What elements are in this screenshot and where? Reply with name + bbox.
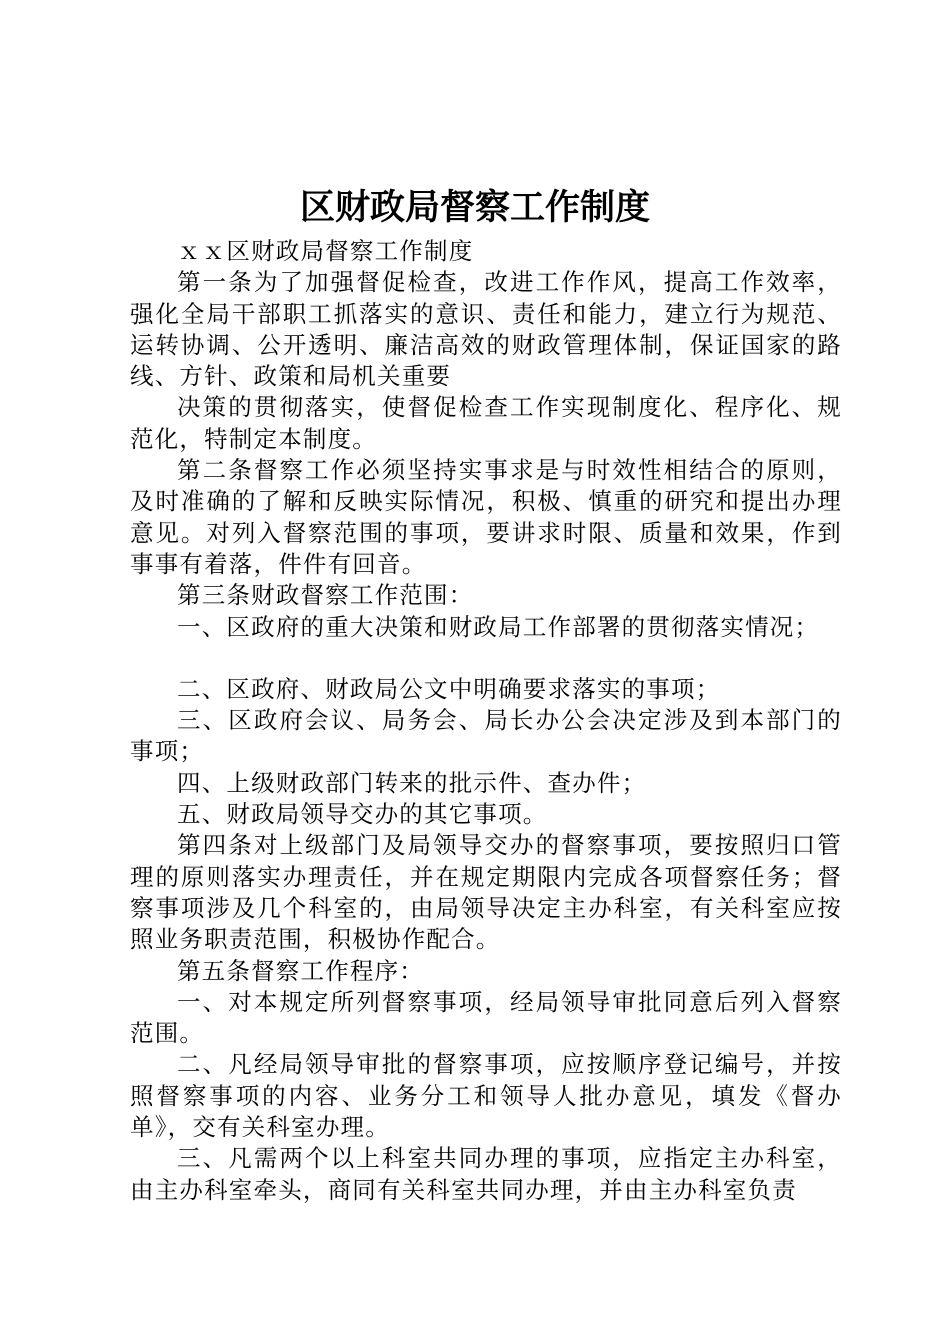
- paragraph-article-1: 第一条为了加强督促检查，改进工作作风，提高工作效率，强化全局干部职工抓落实的意识、责任和能力，建立行为规范、运转协调、公开透明、廉洁高效的财政管理体制，保证国家的路线、方针、政策和局机关重要: [130, 268, 842, 391]
- paragraph-scope-item-3: 三、区政府会议、局务会、局长办公会决定涉及到本部门的事项；: [130, 706, 842, 766]
- paragraph-scope-item-1: 一、区政府的重大决策和财政局工作部署的贯彻落实情况；: [177, 612, 820, 641]
- paragraph-subtitle: ｘｘ区财政局督察工作制度: [177, 237, 474, 265]
- document-title: 区财政局督察工作制度: [299, 188, 650, 228]
- paragraph-scope-item-4: 四、上级财政部门转来的批示件、查办件；: [177, 768, 647, 797]
- paragraph-scope-item-2: 二、区政府、财政局公文中明确要求落实的事项；: [177, 674, 721, 703]
- paragraph-scope-item-5: 五、财政局领导交办的其它事项。: [177, 800, 548, 829]
- document-body: [130, 236, 842, 1206]
- paragraph-article-2: 第二条督察工作必须坚持实事求是与时效性相结合的原则，及时准确的了解和反映实际情况，积极、慎重的研究和提出办理意见。对列入督察范围的事项，要讲求时限、质量和效果，作到事事有着落，件件有回音。: [130, 456, 842, 578]
- paragraph-article-1-continued: 决策的贯彻落实，使督促检查工作实现制度化、程序化、规范化，特制定本制度。: [130, 393, 842, 453]
- paragraph-procedure-item-2: 二、凡经局领导审批的督察事项，应按顺序登记编号，并按照督察事项的内容、业务分工和领导人批办意见，填发《督办单》，交有关科室办理。: [130, 1050, 842, 1142]
- paragraph-article-3: 第三条财政督察工作范围：: [177, 581, 474, 610]
- paragraph-article-5: 第五条督察工作程序：: [177, 956, 424, 985]
- paragraph-procedure-item-1: 一、对本规定所列督察事项，经局领导审批同意后列入督察范围。: [130, 987, 842, 1048]
- paragraph-article-4: 第四条对上级部门及局领导交办的督察事项，要按照归口管理的原则落实办理责任，并在规定期限内完成各项督察任务；督察事项涉及几个科室的，由局领导决定主办科室，有关科室应按照业务职责范围，积极协作配合。: [130, 831, 842, 954]
- paragraph-procedure-item-3: 三、凡需两个以上科室共同办理的事项，应指定主办科室，由主办科室牵头，商同有关科室共同办理，并由主办科室负责: [130, 1144, 842, 1204]
